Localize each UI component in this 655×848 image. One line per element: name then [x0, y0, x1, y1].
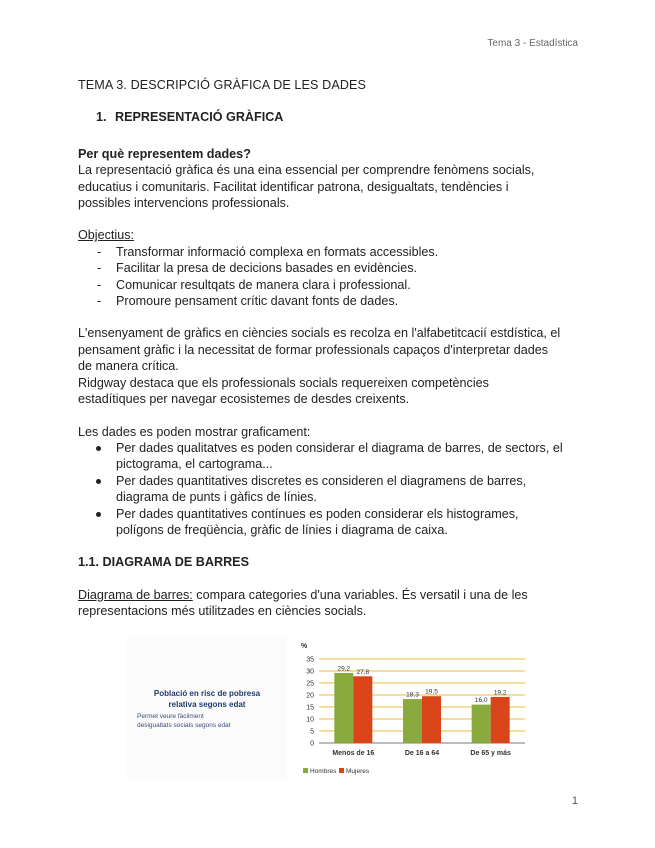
list-item: [78, 440, 583, 473]
list-item: [78, 473, 583, 506]
text-line: de manera crítica.: [78, 359, 179, 374]
text-line: Per dades quantitatives contínues es poden considerar els histogrames,: [116, 506, 519, 521]
text-line: L'ensenyament de gràfics en ciències socials es recolza en l'alfabetitcacií estdística, el: [78, 326, 561, 341]
list-item: - Promoure pensament crític davant fonts de dades.: [97, 294, 399, 309]
definition-text: compara categories d'una variables. És versatil i una de les: [192, 587, 528, 602]
x-tick-label: Menos de 16: [332, 750, 375, 757]
figure-caption: [127, 635, 287, 781]
text-line: Ridgway destaca que els professionals socials requereixen competències: [78, 375, 489, 390]
text-line: representacions més utilitzades en ciències socials.: [78, 604, 367, 619]
section-number: 1.: [96, 110, 107, 125]
bar-hombres: [403, 699, 422, 743]
bar-mujeres: [422, 696, 441, 743]
y-tick-label: 20: [306, 692, 314, 700]
caption-sub-line: desigualtats socials segons edat: [137, 722, 231, 729]
teaching-paragraph: [78, 325, 583, 407]
list-item: - Comunicar resultqats de manera clara i professional.: [97, 277, 411, 292]
list-item: - Facilitar la presa de decicions basades en evidències.: [97, 261, 418, 276]
text-line: possibles intervencions professionals.: [78, 196, 290, 211]
section-title: REPRESENTACIÓ GRÀFICA: [115, 110, 284, 125]
y-axis-label: %: [301, 643, 308, 650]
text-line: polígons de freqüència, gràfic de línies i diagrama de caixa.: [116, 522, 448, 537]
caption-title: [143, 688, 271, 710]
caption-subtitle: [137, 712, 277, 730]
caption-title-line: relativa segons edat: [168, 700, 246, 709]
objective-text: Promoure pensament crític davant fonts de dades.: [116, 294, 399, 309]
y-tick-label: 0: [310, 740, 314, 748]
data-label: 29,2: [337, 665, 351, 673]
document-body: [78, 77, 583, 620]
objective-text: Comunicar resultqats de manera clara i professional.: [116, 277, 411, 292]
legend-label: Hombres: [310, 768, 337, 775]
display-intro: Les dades es poden mostrar graficament:: [78, 424, 311, 439]
list-item: - Transformar informació complexa en formats accessibles.: [97, 244, 439, 259]
text-line: Per dades quantitatives discretes es consideren el diagramens de barres,: [116, 473, 527, 488]
bar-definition: [78, 587, 583, 620]
question-heading: Per què representem dades?: [78, 146, 251, 161]
objective-text: Transformar informació complexa en formats accessibles.: [116, 244, 439, 259]
bar-mujeres: [353, 676, 372, 743]
bar-hombres: [472, 705, 491, 743]
y-tick-label: 15: [306, 704, 314, 712]
x-tick-label: De 16 a 64: [404, 750, 440, 757]
legend-swatch: [303, 768, 308, 773]
text-line: pensament gràfic i la necessitat de formar professionals capaços d'interpretar dades: [78, 342, 549, 357]
subsection-heading: 1.1. DIAGRAMA DE BARRES: [78, 555, 249, 570]
data-label: 19,5: [425, 688, 438, 696]
objective-text: Facilitar la presa de decicions basades en evidències.: [116, 261, 418, 276]
bar-chart: [287, 635, 530, 781]
text-line: estadítiques per navegar ecosistemes de desdes creixents.: [78, 392, 410, 407]
data-label: 18,3: [406, 691, 419, 699]
text-line: [78, 587, 583, 603]
text-line: pictograma, el cartograma...: [116, 457, 273, 472]
objectives-label: Objectius:: [78, 228, 134, 243]
caption-title-line: Població en risc de pobresa: [153, 689, 261, 698]
caption-sub-line: Permet veure fàcilment: [137, 713, 204, 720]
y-tick-label: 5: [310, 728, 314, 736]
text-line: La representació gràfica és una eina essencial per comprendre fenòmens socials,: [78, 163, 535, 178]
intro-paragraph: [78, 162, 583, 211]
text-line: educatius i comunitaris. Facilitat identificar patrona, desigualtats, tendències i: [78, 179, 509, 194]
bar-chart-figure: [127, 635, 530, 781]
legend-swatch: [339, 768, 344, 773]
text-line: diagrama de punts i gàfics de línies.: [116, 490, 317, 505]
y-tick-label: 25: [306, 680, 314, 688]
data-label: 27,8: [356, 668, 370, 676]
bar-mujeres: [491, 697, 510, 743]
list-item: [78, 506, 583, 539]
document-title: TEMA 3. DESCRIPCIÓ GRÀFICA DE LES DADES: [78, 78, 367, 92]
definition-term: Diagrama de barres:: [78, 587, 193, 602]
display-bullets: [78, 440, 583, 538]
y-tick-label: 30: [306, 668, 314, 676]
data-label: 16,0: [474, 697, 488, 705]
bar-hombres: [334, 673, 353, 743]
y-tick-label: 35: [306, 656, 314, 664]
y-tick-label: 10: [306, 716, 314, 724]
section-heading: [78, 109, 583, 125]
page-number: 1: [571, 795, 578, 807]
objectives-list: [78, 244, 583, 310]
data-label: 19,2: [493, 689, 507, 697]
x-tick-label: De 65 y más: [470, 750, 511, 757]
legend-label: Mujeres: [346, 768, 370, 775]
running-header: Tema 3 - Estadística: [487, 38, 578, 49]
text-line: Per dades qualitatves es poden considerar el diagrama de barres, de sectors, el: [116, 440, 563, 455]
